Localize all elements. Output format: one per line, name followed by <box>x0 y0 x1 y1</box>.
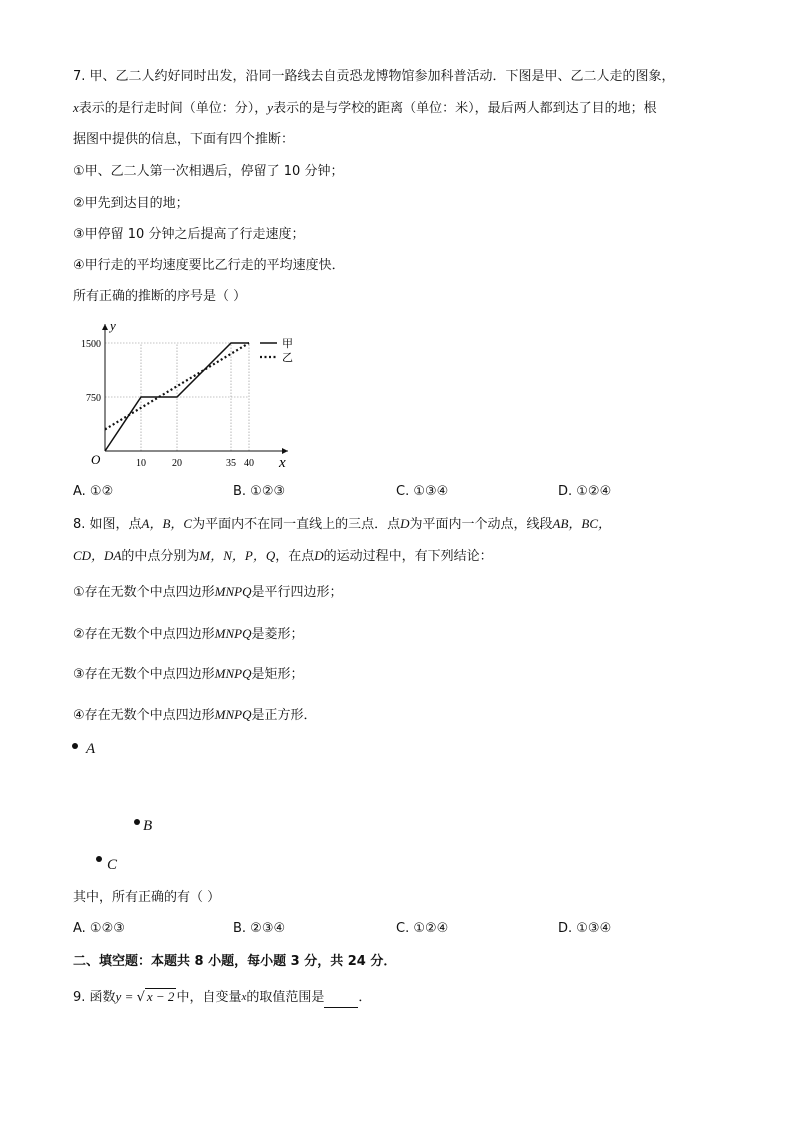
q7-option-b[interactable]: B. ①②③ <box>233 484 286 499</box>
x-tick-label: 20 <box>172 458 182 469</box>
q7-line-1: 7. 甲、乙二人约好同时出发，沿同一路线去自贡恐龙博物馆参加科普活动．下图是甲、乙二人走的图象， <box>73 69 675 84</box>
q7-line-2: x表示的是行走时间（单位：分），y表示的是与学校的距离（单位：米），最后两人都到达了目的地；根 <box>73 100 657 116</box>
q8-conclusion-1: ①存在无数个中点四边形MNPQ是平行四边形； <box>73 584 343 600</box>
y-tick-label: 1500 <box>81 339 101 350</box>
y-variable: y <box>267 100 274 115</box>
answer-blank[interactable] <box>324 993 358 1008</box>
q8-line-1: 8. 如图，点A，B，C为平面内不在同一直线上的三点．点D为平面内一个动点，线段AB，BC， <box>73 516 612 532</box>
q8-option-c[interactable]: C. ①②④ <box>396 921 449 936</box>
radicand: x − 2 <box>146 989 175 1004</box>
q8-line-2: CD，DA的中点分别为M，N，P，Q，在点D的运动过程中，有下列结论： <box>73 548 493 564</box>
q8-option-d[interactable]: D. ①③④ <box>558 921 612 936</box>
q7-statement-1: ①甲、乙二人第一次相遇后，停留了 10 分钟； <box>73 164 344 179</box>
origin-label: O <box>91 452 101 467</box>
x-tick-label: 35 <box>226 458 236 469</box>
point-b-label: B <box>143 818 153 834</box>
q7-statement-3: ③甲停留 10 分钟之后提高了行走速度； <box>73 227 305 242</box>
y-axis-label: y <box>110 318 116 333</box>
point-a-dot <box>72 743 78 749</box>
series-line-1 <box>105 343 249 429</box>
q7-question: 所有正确的推断的序号是（ ） <box>73 289 247 304</box>
q8-question: 其中，所有正确的有（ ） <box>73 890 221 905</box>
q8-option-a[interactable]: A. ①②③ <box>73 921 125 936</box>
point-c-dot <box>96 856 102 862</box>
legend-label-1: 乙 <box>282 352 293 364</box>
x-tick-label: 40 <box>244 458 254 469</box>
x-axis-label: x <box>279 455 286 471</box>
q7-option-c[interactable]: C. ①③④ <box>396 484 449 499</box>
q8-conclusion-2: ②存在无数个中点四边形MNPQ是菱形； <box>73 626 304 642</box>
q7-option-a[interactable]: A. ①② <box>73 484 114 499</box>
point-a-label: A <box>86 741 96 757</box>
x-variable: x <box>73 100 79 115</box>
section-2-heading: 二、填空题：本题共 8 小题，每小题 3 分，共 24 分． <box>73 954 397 969</box>
q7-statement-2: ②甲先到达目的地； <box>73 196 189 211</box>
q8-conclusion-3: ③存在无数个中点四边形MNPQ是矩形； <box>73 666 304 682</box>
q7-option-d[interactable]: D. ①②④ <box>558 484 612 499</box>
legend-label-0: 甲 <box>282 338 293 350</box>
y-tick-label: 750 <box>86 393 101 404</box>
sqrt-sign: √ <box>136 990 145 1005</box>
q8-conclusion-4: ④存在无数个中点四边形MNPQ是正方形． <box>73 707 317 723</box>
q9-line: 9. 函数y = √ x − 2 中，自变量$^x$的取值范围是 ． <box>73 987 371 1008</box>
q8-option-b[interactable]: B. ②③④ <box>233 921 286 936</box>
q7-line-3: 据图中提供的信息，下面有四个推断： <box>73 132 295 147</box>
distance-time-chart <box>70 316 300 472</box>
x-tick-label: 10 <box>136 458 146 469</box>
point-c-label: C <box>107 857 118 873</box>
q7-statement-4: ④甲行走的平均速度要比乙行走的平均速度快． <box>73 258 345 273</box>
point-b-dot <box>134 819 140 825</box>
